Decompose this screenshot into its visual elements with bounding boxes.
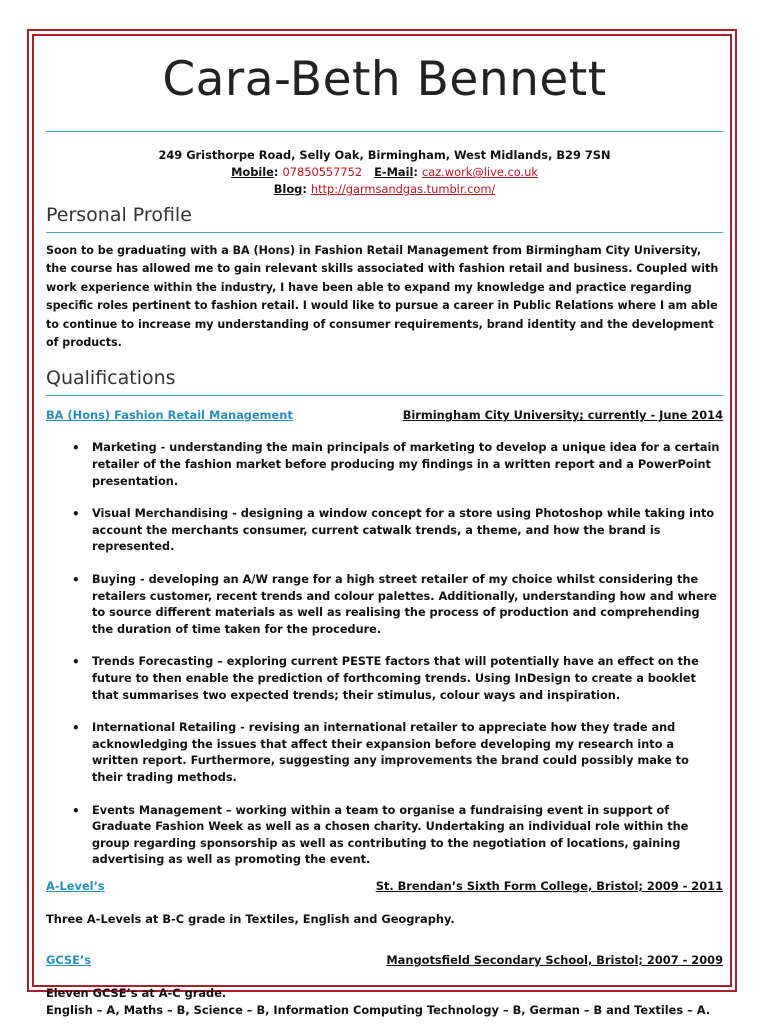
- gcses-heading: [46, 952, 723, 969]
- qualifications-rule: [46, 395, 723, 396]
- list-item: [46, 803, 723, 869]
- module-text: – working within a team to organise a fundraising event in support of Graduate Fashion Week as well as a chosen charity. Undertaking an individual role within the group regarding sponsorship as well as contributing to the negotiation of locations, gaining advertising as well as promoting the event.: [92, 803, 689, 867]
- bullet-icon: •: [72, 803, 80, 818]
- module-title: Visual Merchandising: [92, 507, 229, 521]
- module-title: Events Management: [92, 803, 222, 817]
- alevels-institution: St. Brendan’s Sixth Form College, Bristol; 2009 - 2011: [375, 878, 723, 893]
- bullet-icon: •: [72, 507, 80, 522]
- module-title: International Retailing: [92, 721, 237, 735]
- degree-name[interactable]: BA (Hons) Fashion Retail Management: [46, 408, 293, 423]
- bullet-icon: •: [72, 441, 80, 456]
- module-text: - designing a window concept for a store using Photoshop while taking into account the merchants consumer, current catwalk trends, a theme, and how the brand is represented.: [92, 507, 715, 554]
- alevels-name[interactable]: A-Level’s: [46, 878, 105, 893]
- module-list: [46, 440, 723, 868]
- gcses-name[interactable]: GCSE’s: [46, 952, 92, 967]
- profile-rule: [46, 232, 723, 233]
- degree-institution: Birmingham City University; currently - June 2014: [402, 408, 723, 423]
- profile-text: Soon to be graduating with a BA (Hons) in Fashion Retail Management from Birmingham City University, the course has allowed me to gain relevant skills associated with fashion retail and business. Coupled with work experience within the industry, I have been able to expand my knowledge and practice regarding specific roles pertinent to fashion retail. I would like to pursue a career in Public Relations where I am able to continue to increase my understanding of consumer requirements, brand identity and the development of products.: [46, 244, 719, 350]
- degree-heading: [46, 407, 723, 424]
- contact-line: Mobile: 07850557752 E-Mail: caz.work@live.co.uk: [231, 165, 538, 179]
- blog-label: Blog: [273, 182, 303, 196]
- module-title: Marketing: [92, 441, 157, 455]
- qualifications-title: Qualifications: [46, 367, 176, 390]
- mobile-label: Mobile: [231, 165, 274, 179]
- blog-line: Blog: http://garmsandgas.tumblr.com/: [273, 182, 496, 196]
- list-item: [46, 572, 723, 638]
- candidate-name: Cara-Beth Bennett: [162, 52, 607, 107]
- profile-title: Personal Profile: [46, 204, 192, 226]
- list-item: [46, 506, 723, 556]
- list-item: [46, 654, 723, 704]
- gcses-line-2: English – A, Maths – B, Science – B, Information Computing Technology – B, German – B and Textiles – A.: [46, 1002, 711, 1017]
- gcses-institution: Mangotsfield Secondary School, Bristol; 2007 - 2009: [386, 952, 723, 967]
- module-text: - revising an international retailer to appreciate how they trade and acknowledging the issues that affect their expansion before developing my research into a written report. Furthermore, suggesting any improvements the brand could possibly make to their trading methods.: [92, 721, 689, 784]
- bullet-icon: •: [72, 573, 80, 587]
- module-text: – exploring current PESTE factors that will potentially have an effect on the future to then enable the prediction of forthcoming trends. Using InDesign to create a booklet that summarises two expected trends; their stimulus, colour ways and inspiration.: [92, 655, 699, 702]
- module-title: Trends Forecasting: [92, 655, 214, 669]
- address: 249 Gristhorpe Road, Selly Oak, Birmingham, West Midlands, B29 7SN: [158, 148, 611, 162]
- resume-page: [46, 40, 723, 1019]
- alevels-heading: [46, 878, 723, 895]
- module-text: - understanding the main principals of marketing to develop a unique idea for a certain retailer of the fashion market before producing my findings in a written report and a PowerPoint presentation.: [92, 441, 720, 488]
- mobile-number[interactable]: 07850557752: [282, 165, 363, 179]
- contact-block: [46, 147, 723, 198]
- module-text: - developing an A/W range for a high street retailer of my choice whilst considering the retailers customer, recent trends and colour palettes. Additionally, understanding how and where to source different materials as well as realising the process of production and comprehending the duration of time taken for the procedure.: [92, 573, 717, 636]
- email-label: E-Mail: [374, 165, 414, 179]
- header-rule: [46, 131, 723, 132]
- bullet-icon: •: [72, 721, 80, 736]
- blog-link[interactable]: http://garmsandgas.tumblr.com/: [310, 182, 496, 196]
- gcses-line-1: Eleven GCSE’s at A-C grade.: [46, 985, 227, 1000]
- email-link[interactable]: caz.work@live.co.uk: [421, 165, 538, 179]
- bullet-icon: •: [72, 655, 80, 670]
- alevels-text: Three A-Levels at B-C grade in Textiles, English and Geography.: [46, 911, 455, 926]
- list-item: [46, 720, 723, 786]
- module-title: Buying: [92, 573, 137, 586]
- list-item: [46, 440, 723, 490]
